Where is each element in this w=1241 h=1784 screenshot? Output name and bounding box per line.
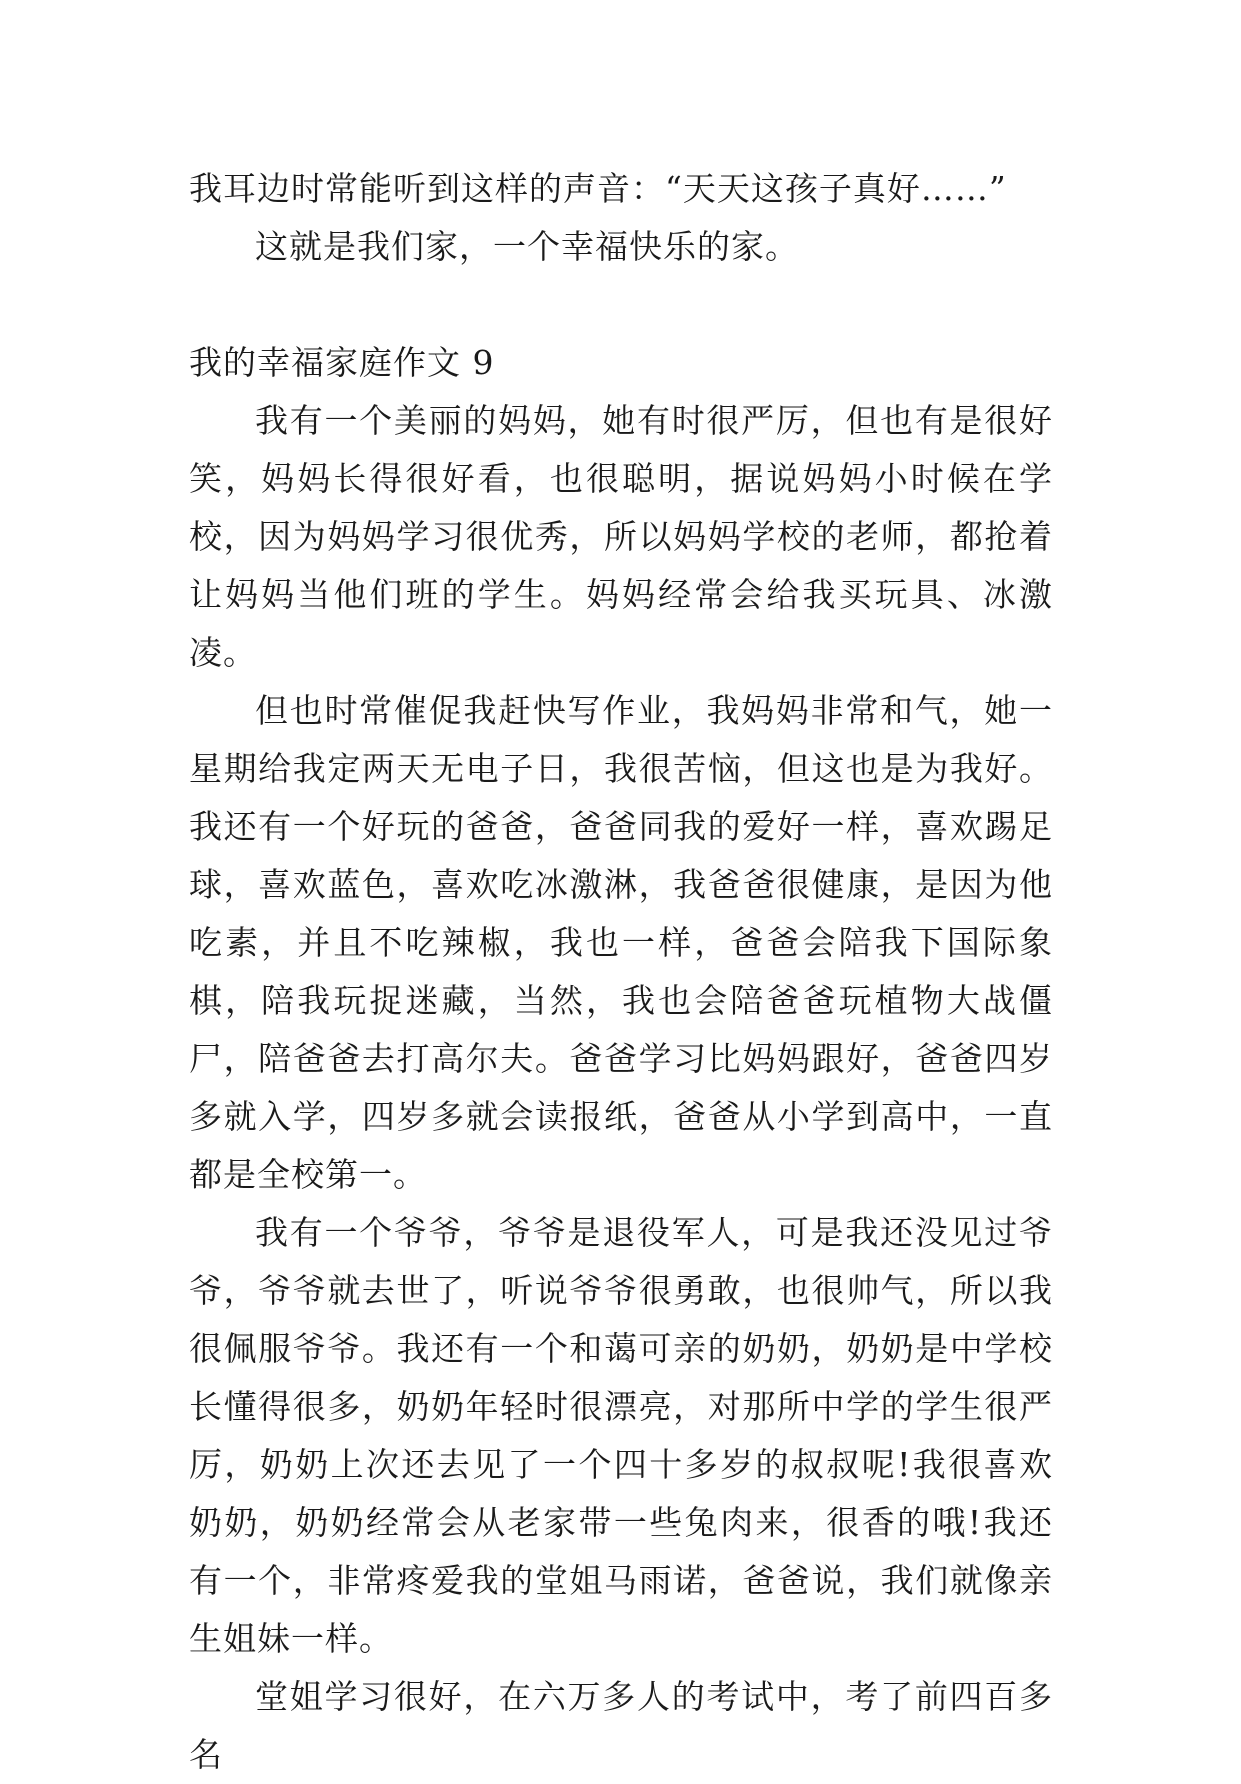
section-gap — [189, 276, 1053, 334]
document-body — [189, 160, 1053, 1784]
closing-paragraph: 这就是我们家，一个幸福快乐的家。 — [255, 227, 799, 266]
paragraph-4: 堂姐学习很好，在六万多人的考试中，考了前四百多名 — [189, 1677, 1053, 1774]
paragraph-1: 我有一个美丽的妈妈，她有时很严厉，但也有是很好笑，妈妈长得很好看，也很聪明，据说妈妈小时候在学校，因为妈妈学习很优秀，所以妈妈学校的老师，都抢着让妈妈当他们班的学生。妈妈经常会给我买玩具、冰激凌。 — [189, 401, 1053, 672]
continuation-line: 我耳边时常能听到这样的声音：“天天这孩子真好……” — [189, 169, 1007, 208]
essay-title: 我的幸福家庭作文 9 — [189, 343, 495, 382]
paragraph-2: 但也时常催促我赶快写作业，我妈妈非常和气，她一星期给我定两天无电子日，我很苦恼，但这也是为我好。我还有一个好玩的爸爸，爸爸同我的爱好一样，喜欢踢足球，喜欢蓝色，喜欢吃冰激淋，我爸爸很健康，是因为他吃素，并且不吃辣椒，我也一样，爸爸会陪我下国际象棋，陪我玩捉迷藏，当然，我也会陪爸爸玩植物大战僵尸，陪爸爸去打高尔夫。爸爸学习比妈妈跟好，爸爸四岁多就入学，四岁多就会读报纸，爸爸从小学到高中，一直都是全校第一。 — [189, 691, 1053, 1194]
paragraph-3: 我有一个爷爷，爷爷是退役军人，可是我还没见过爷爷，爷爷就去世了，听说爷爷很勇敢，也很帅气，所以我很佩服爷爷。我还有一个和蔼可亲的奶奶，奶奶是中学校长懂得很多，奶奶年轻时很漂亮，对那所中学的学生很严厉，奶奶上次还去见了一个四十多岁的叔叔呢!我很喜欢奶奶，奶奶经常会从老家带一些兔肉来，很香的哦!我还有一个，非常疼爱我的堂姐马雨诺，爸爸说，我们就像亲生姐妹一样。 — [189, 1213, 1053, 1658]
